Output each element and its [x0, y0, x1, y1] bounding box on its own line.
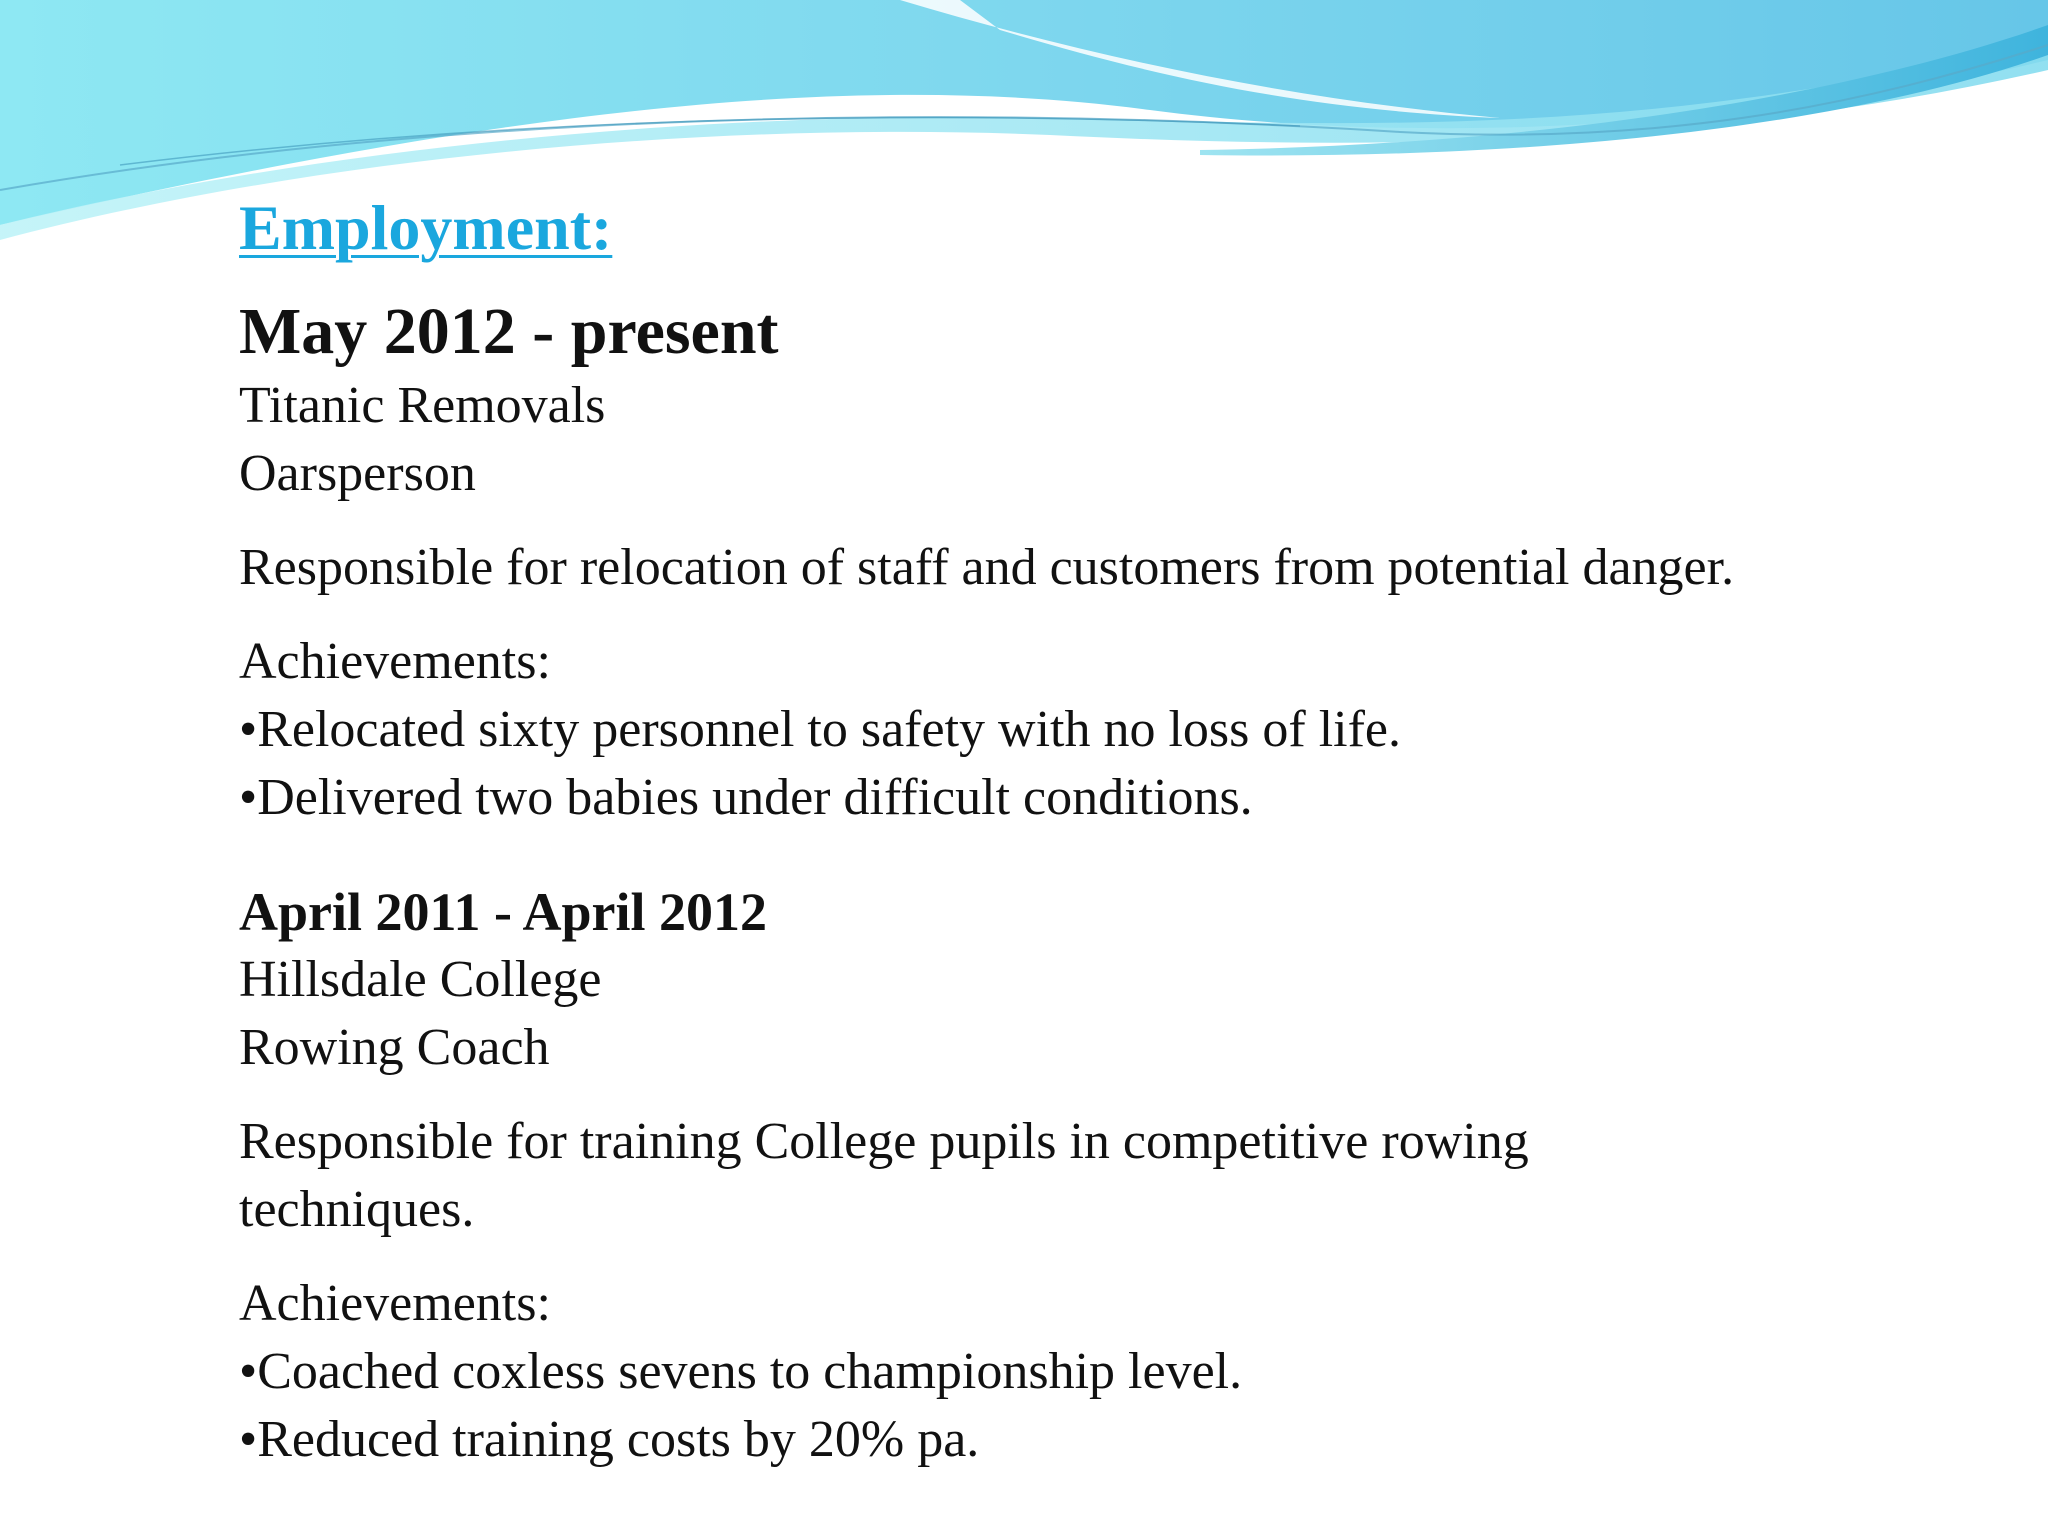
- achievements-label: Achievements:: [239, 633, 551, 690]
- bullet-icon: [239, 1343, 257, 1400]
- achievement-item: [239, 1406, 1999, 1474]
- job-description-line: Responsible for training College pupils in competitive rowing: [239, 1113, 1529, 1170]
- job-employer: Titanic Removals: [239, 377, 606, 434]
- achievements-label: Achievements:: [239, 1275, 551, 1332]
- job-period: April 2011 - April 2012: [239, 882, 768, 942]
- achievement-text: Coached coxless sevens to championship level.: [257, 1343, 1243, 1400]
- job-entry: [239, 292, 1999, 832]
- achievement-text: Relocated sixty personnel to safety with no loss of life.: [257, 701, 1401, 758]
- job-role: Oarsperson: [239, 445, 476, 502]
- achievement-text: Reduced training costs by 20% pa.: [257, 1411, 980, 1468]
- achievement-item: [239, 696, 1999, 764]
- bullet-icon: [239, 1411, 257, 1468]
- bullet-icon: [239, 769, 257, 826]
- job-employer: Hillsdale College: [239, 951, 602, 1008]
- achievement-item: [239, 764, 1999, 832]
- section-heading: Employment:: [239, 192, 613, 263]
- job-description-line: techniques.: [239, 1181, 475, 1238]
- employment-section: [239, 188, 1999, 1474]
- job-role: Rowing Coach: [239, 1019, 550, 1076]
- achievement-item: [239, 1338, 1999, 1406]
- bullet-icon: [239, 701, 257, 758]
- job-description: Responsible for relocation of staff and customers from potential danger.: [239, 539, 1735, 596]
- job-period: May 2012 - present: [239, 295, 779, 368]
- achievement-text: Delivered two babies under difficult conditions.: [257, 769, 1253, 826]
- job-entry: [239, 878, 1999, 1474]
